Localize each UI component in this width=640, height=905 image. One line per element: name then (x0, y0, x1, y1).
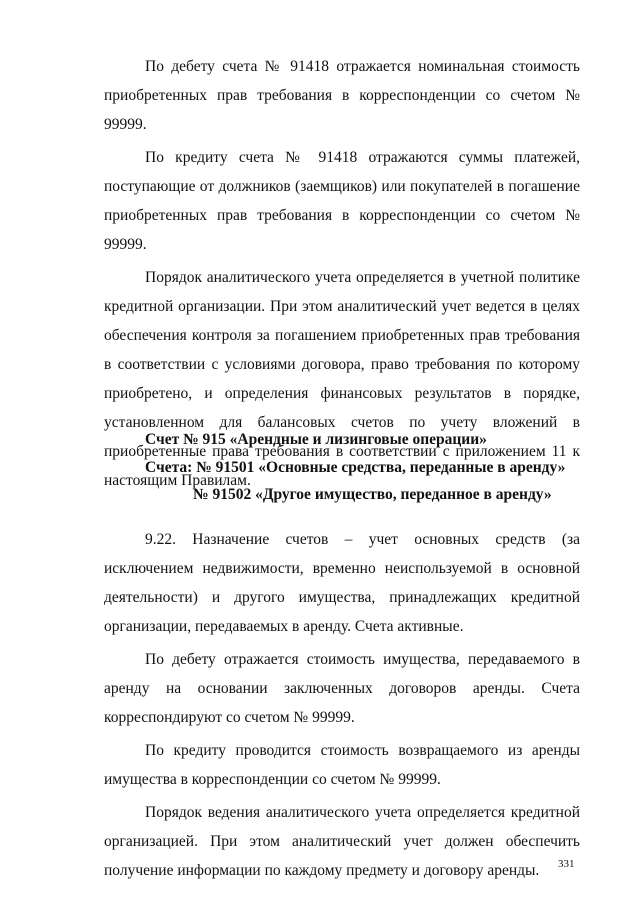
section-91418-text (104, 52, 580, 495)
debit-91418-paragraph: По дебету счета № 91418 отражается номинальная стоимость приобретенных прав требования в корреспонденции со счетом № 99999. (104, 58, 580, 133)
page-number: 331 (558, 858, 575, 870)
account-91502-heading: № 91502 «Другое имущество, переданное в аренду» (193, 486, 552, 503)
purpose-9-22-paragraph: 9.22. Назначение счетов – учет основных средств (за исключением недвижимости, временно неиспользуемой в основной деятельности) и другого имущества, принадлежащих кредитной организации, передаваемых в аренду. Счета активные. (104, 531, 580, 635)
analytics-915-paragraph: Порядок ведения аналитического учета определяется кредитной организацией. При этом аналитический учет должен обеспечить получение информации по каждому предмету и договору аренды. (104, 804, 580, 879)
credit-915-paragraph: По кредиту проводится стоимость возвращаемого из аренды имущества в корреспонденции со счетом № 99999. (104, 742, 580, 788)
section-915-text (104, 525, 580, 885)
debit-915-paragraph: По дебету отражается стоимость имущества, передаваемого в аренду на основании заключенных договоров аренды. Счета корреспондируют со счетом № 99999. (104, 651, 580, 726)
account-915-heading: Счет № 915 «Арендные и лизинговые операции» (145, 431, 487, 448)
credit-91418-paragraph: По кредиту счета № 91418 отражаются суммы платежей, поступающие от должников (заемщиков) или покупателей в погашение приобретенных прав требования в корреспонденции со счетом № 99999. (104, 149, 580, 253)
analytics-91418-paragraph: Порядок аналитического учета определяется в учетной политике кредитной организации. При этом аналитический учет ведется в целях обеспечения контроля за погашением приобретенных прав требования в соответствии с условиями договора, право требования по которому приобретено, и определения финансовых результатов в порядке, установленном для балансовых счетов по учету вложений в приобретенные права требования в соответствии с приложением 11 к настоящим Правилам. (104, 269, 580, 489)
accounts-91501-heading: Счета: № 91501 «Основные средства, переданные в аренду» (145, 459, 566, 476)
